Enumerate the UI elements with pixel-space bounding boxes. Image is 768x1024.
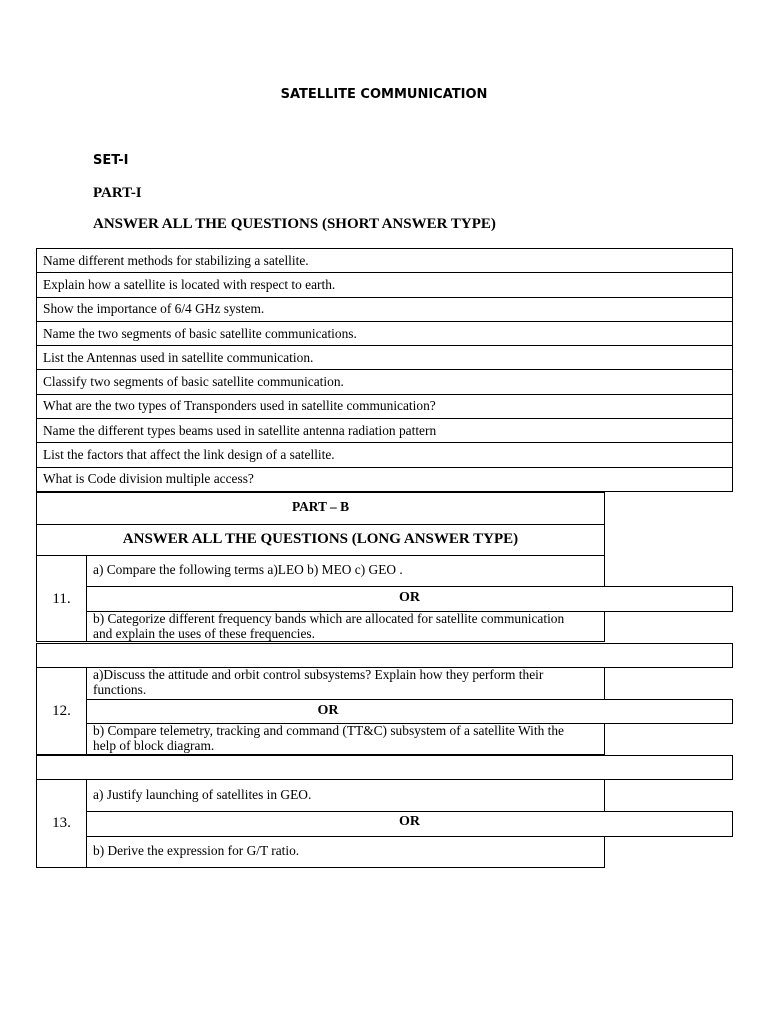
- part-b-instruction: ANSWER ALL THE QUESTIONS (LONG ANSWER TYPE): [122, 531, 519, 547]
- option-b-text-line2: help of block diagram.: [93, 738, 215, 753]
- set-label: SET-I: [93, 153, 129, 168]
- question-number: 13.: [52, 815, 71, 831]
- part-label: PART-I: [93, 185, 142, 201]
- table-row: [37, 297, 733, 321]
- question-text: Name different methods for stabilizing a satellite.: [37, 249, 733, 273]
- table-row: [37, 443, 733, 467]
- option-a-text-line1: a)Discuss the attitude and orbit control subsystems? Explain how they perform their: [93, 667, 544, 682]
- table-row: [37, 419, 733, 443]
- table-row: [37, 370, 733, 394]
- table-row: [37, 394, 733, 418]
- table-row: [37, 346, 733, 370]
- question-text: Name the different types beams used in satellite antenna radiation pattern: [37, 419, 733, 443]
- option-b-text-line1: b) Compare telemetry, tracking and command (TT&C) subsystem of a satellite With the: [93, 723, 564, 738]
- option-a-text-line2: functions.: [93, 682, 147, 697]
- part-a-question-table: [36, 248, 733, 492]
- spacer-row: [36, 755, 733, 780]
- question-text: Classify two segments of basic satellite communication.: [37, 370, 733, 394]
- question-text: List the factors that affect the link design of a satellite.: [37, 443, 733, 467]
- option-b-text-line1: b) Categorize different frequency bands which are allocated for satellite communication: [93, 611, 565, 626]
- question-text: What are the two types of Transponders used in satellite communication?: [37, 394, 733, 418]
- table-row: [37, 467, 733, 491]
- question-text: Explain how a satellite is located with respect to earth.: [37, 273, 733, 297]
- document-title: SATELLITE COMMUNICATION: [280, 87, 488, 102]
- option-a-text: a) Compare the following terms a)LEO b) MEO c) GEO .: [93, 562, 403, 577]
- or-label: OR: [399, 814, 420, 829]
- table-row: [37, 249, 733, 273]
- table-row: [37, 273, 733, 297]
- option-a-text: a) Justify launching of satellites in GEO.: [93, 787, 312, 802]
- question-text: Name the two segments of basic satellite communications.: [37, 321, 733, 345]
- or-label: OR: [399, 590, 420, 605]
- question-number: 12.: [52, 703, 71, 719]
- question-text: Show the importance of 6/4 GHz system.: [37, 297, 733, 321]
- option-b-text: b) Derive the expression for G/T ratio.: [93, 843, 300, 858]
- part-a-instruction: ANSWER ALL THE QUESTIONS (SHORT ANSWER TYPE): [93, 216, 496, 232]
- spacer-row: [36, 643, 733, 668]
- question-number: 11.: [52, 591, 71, 607]
- table-row: [37, 321, 733, 345]
- option-b-text-line2: and explain the uses of these frequencies.: [93, 626, 315, 641]
- or-label: OR: [317, 703, 339, 718]
- question-text: List the Antennas used in satellite communication.: [37, 346, 733, 370]
- part-b-title: PART – B: [291, 499, 350, 514]
- question-text: What is Code division multiple access?: [37, 467, 733, 491]
